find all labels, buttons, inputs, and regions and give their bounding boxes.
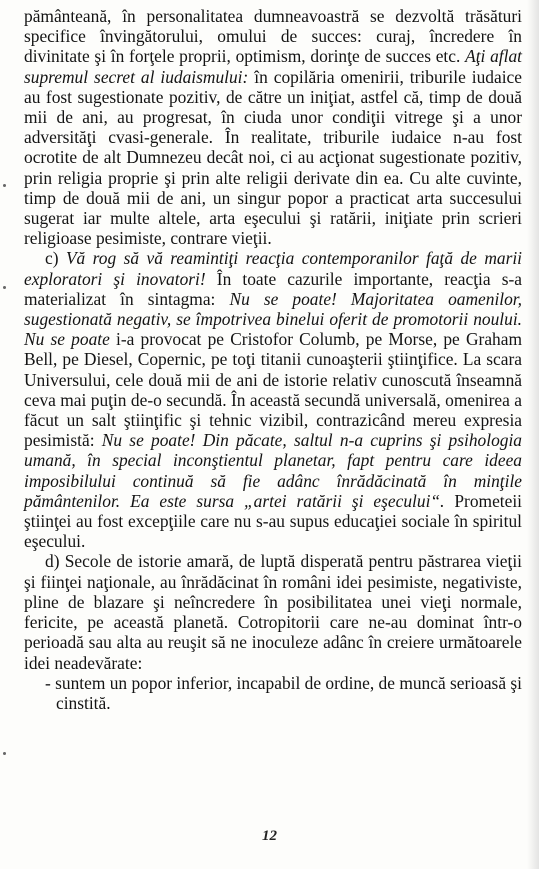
text-segment: i-a provocat pe Cristofor Columb, pe Morse, pe Graham Bell, pe Diesel, Copernic, pe toţi titanii cunoaşterii ştiinţifice. La scara Universului, cele două mii de ani de istorie relativ cunoscută înseamnă ceva mai puţin de-o secundă. În această secundă universală, omenirea a făcut un salt ştiinţific şi tehnic vizibil, contrazicând mereu expresia pesimistă: (24, 329, 522, 451)
text-segment: Prometeii ştiinţei au fost excepţiile care nu s-au supus educaţiei sociale în spiritul eşecului. (24, 490, 522, 552)
bullet-item: - suntem un popor inferior, incapabil de ordine, de muncă serioasă şi cinstită. (45, 672, 522, 713)
italic-text-segment: Aţi aflat supremul secret al iudaismului: (24, 46, 522, 87)
italic-text-segment: Nu se poate (24, 329, 110, 350)
italic-text-segment: Vă rog să vă reamintiţi reacţia contemporanilor faţă de marii exploratori şi inovatori! (24, 248, 523, 289)
italic-text-segment: Nu se poate! Majoritatea oamenilor, sugestionată negativ, se împotrivea binelui oferit de promotorii noului. (24, 288, 522, 330)
page-number: 12 (262, 828, 277, 844)
text-segment: c) (45, 248, 66, 269)
text-segment: în copilăria omenirii, triburile iudaice au fost sugestionate pozitiv, de către un iniţiat, astfel că, timp de două mii de ani, au progresat, în ciuda unor condiţii vitrege şi a unor adversităţi cvasi-generale. În realitate, triburile iudaice n-au fost ocrotite de alt Dumnezeu decât noi, ci au acţionat sugestionate pozitiv, prin religia proprie şi prin alte religii derivate din ea. Cu alte cuvinte, timp de două mii de ani, un singur popor a practicat arta succesului sugerat iar multe altele, arta eşecului şi ratării, iniţiate prin scrieri religioase pesimiste, contrare vieţii. (24, 66, 522, 249)
scan-mark (3, 752, 6, 755)
text-segment: d) Secole de istorie amară, de luptă disperată pentru păstrarea vieţii şi fiinţei naţionale, au înrădăcinat în români idei pesimiste, negativiste, pline de blazare şi neîncredere în posibilitatea unei vieţi normale, fericite, pe această planetă. Cotropitorii care ne-au dominat într-o perioadă sau alta au reuşit să ne inoculeze adânc în creiere următoarele idei neadevărate: (24, 551, 522, 673)
paragraph-c (24, 248, 522, 551)
text-segment: În toate cazurile importante, reacţia s-a materializat în sintagma: (24, 268, 522, 309)
scan-mark (3, 286, 6, 289)
text-segment: pământeană, în personalitatea dumneavoastră se dezvoltă trăsături specifice învingătorului, omului de succes: curaj, încredere în divinitate şi în forţele proprii, optimism, dorinţe de succes etc. (24, 6, 522, 67)
italic-text-segment: Nu se poate! Din păcate, saltul n-a cuprins şi psihologia umană, în special inconştientul planetar, fapt pentru care ideea imposibilului continuă să fie adânc înrădăcinată în minţile pământenilor. Ea este sursa „artei ratării şi eşecului“. (24, 430, 522, 511)
paragraph-d (24, 551, 522, 672)
paragraph-continuation (24, 6, 522, 248)
page-edge-shadow (527, 0, 539, 869)
scan-mark (3, 184, 6, 187)
page-body-text (24, 6, 522, 713)
